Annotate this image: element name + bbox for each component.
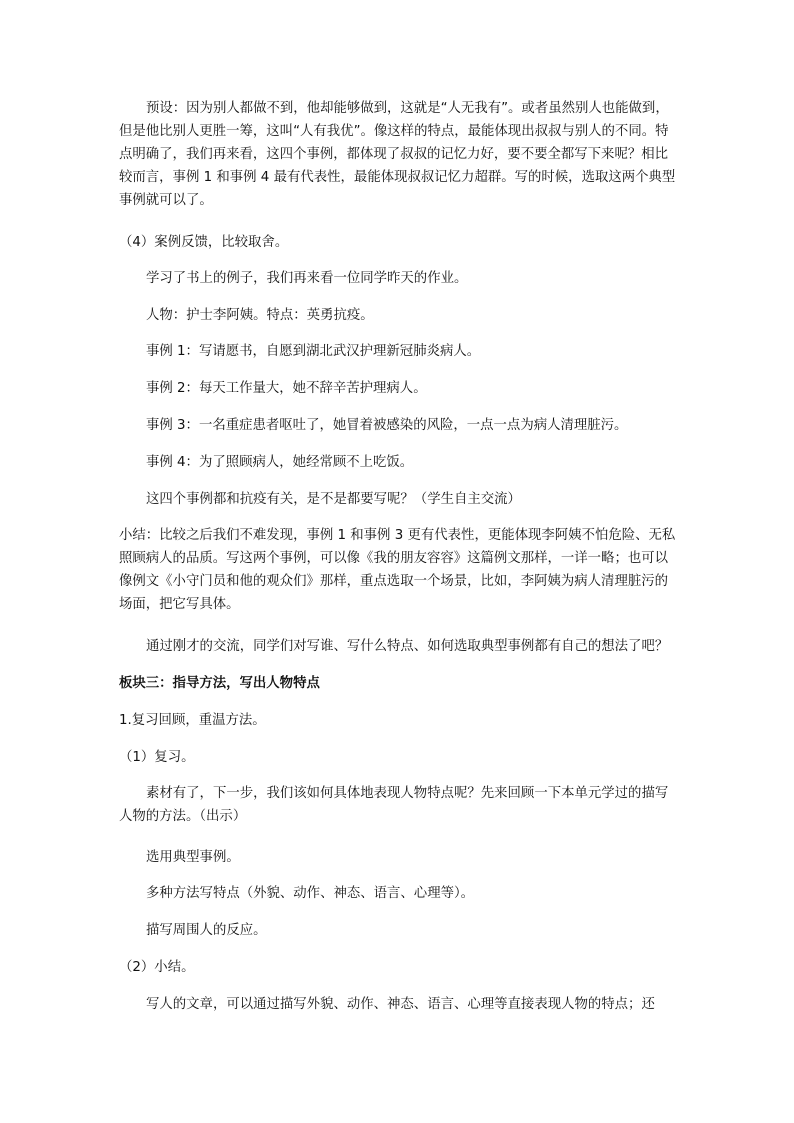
paragraph-material: 素材有了，下一步，我们该如何具体地表现人物特点呢？先来回顾一下本单元学过的描写人物的方法。（出示） [119, 786, 669, 824]
paragraph-summary: 小结：比较之后我们不难发现，事例 1 和事例 3 更有代表性，更能体现李阿姨不怕危险、无私照顾病人的品质。写这两个事例，可以像《我的朋友容容》这篇例文那样，一详一略；也可以像例文《小守门员和他的观众们》那样，重点选取一个场景，比如，李阿姨为病人清理脏污的场面，把它写具体。 [119, 528, 676, 612]
section-heading-block-three: 板块三：指导方法，写出人物特点 [119, 676, 320, 691]
paragraph-example-4: 事例 4：为了照顾病人，她经常顾不上吃饭。 [146, 455, 414, 470]
paragraph-question: 这四个事例都和抗疫有关，是不是都要写呢？（学生自主交流） [146, 492, 521, 507]
paragraph-intro-homework: 学习了书上的例子，我们再来看一位同学昨天的作业。 [146, 271, 468, 286]
paragraph-conclusion: 写人的文章，可以通过描写外貌、动作、神态、语言、心理等直接表现人物的特点；还 [146, 997, 655, 1012]
paragraph-method-3: 描写周围人的反应。 [146, 923, 267, 938]
subheading-summary-2: （2）小结。 [119, 960, 195, 975]
paragraph-example-2: 事例 2：每天工作量大，她不辞辛苦护理病人。 [146, 381, 427, 396]
paragraph-method-1: 选用典型事例。 [146, 850, 240, 865]
paragraph-example-1: 事例 1：写请愿书，自愿到湖北武汉护理新冠肺炎病人。 [146, 344, 481, 359]
subheading-case-feedback: （4）案例反馈，比较取舍。 [119, 235, 289, 250]
paragraph-character: 人物：护士李阿姨。特点：英勇抗疫。 [146, 308, 374, 323]
paragraph-preset-answer: 预设：因为别人都做不到，他却能够做到，这就是“人无我有”。或者虽然别人也能做到，但是他比别人更胜一筹，这叫“人有我优”。像这样的特点，最能体现出叔叔与别人的不同。特点明确了，我们再来看，这四个事例，都体现了叔叔的记忆力好，要不要全都写下来呢？相比较而言，事例 1 和事例 4 最有代表性，最能体现叔叔记忆力超群。写的时候，选取这两个典型事例就可以了。 [119, 101, 676, 208]
paragraph-example-3: 事例 3：一名重症患者呕吐了，她冒着被感染的风险，一点一点为病人清理脏污。 [146, 418, 628, 433]
subheading-review: 1.复习回顾，重温方法。 [119, 713, 266, 728]
paragraph-method-2: 多种方法写特点（外貌、动作、神态、语言、心理等）。 [146, 886, 475, 901]
paragraph-transition: 通过刚才的交流，同学们对写谁、写什么特点、如何选取典型事例都有自己的想法了吧？ [146, 639, 669, 654]
subheading-review-1: （1）复习。 [119, 750, 195, 765]
